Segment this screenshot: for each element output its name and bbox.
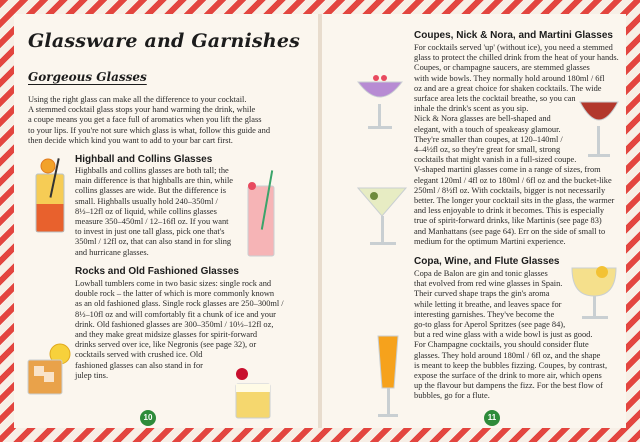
wine-text: Copa de Balon are gin and tonic glasses that evolved from red wine glasses in Spain. Their curved shape traps the gin's aroma while letting it breathe, and leaves space for interesting garnishes. They've become the go-to glass for Aperol Spritzes (see page 84), but a red wine glass with a wide bowl is just as good. For Champagne cocktails, you should consider flute glasses. They hold around 180ml / 6fl oz, and the shape is meant to keep the bubbles fizzing. Coupes, by contrast, expose the surface of the drink to more air, which opens up the flavour but dampens the fizz. For the best flow of bubbles, go for a flute.: [414, 269, 608, 401]
martini-icon: [354, 176, 410, 248]
coupe-cocktail-icon: [352, 68, 408, 132]
champagne-flute-icon: [368, 330, 408, 422]
highball-text: Highballs and collins glasses are both tall; the main difference is that highballs are thin, while collins glasses are wide. But the difference is small. Highballs usually hold 240–350ml / 8½–12fl oz of liquid, while collins glasses measure 350–450ml / 12–16fl oz. If you want to invest in just one tall glass, pick one that's 350ml / 12fl oz, that can also stand in for sling and hurricane glasses.: [75, 166, 233, 257]
collins-cocktail-icon: [240, 170, 280, 260]
highball-heading: Highball and Collins Glasses: [75, 154, 213, 165]
rocks-heading: Rocks and Old Fashioned Glasses: [75, 266, 239, 277]
coupes-text: For cocktails served 'up' (without ice), you need a stemmed glass to protect the chilled drink from the heat of your hands. Coupes, or champagne saucers, are stemmed glasses with wide bowls. They normally hold around 180ml / 6fl oz and are a great choice for shaken cocktails. The wide surface area lets the cocktail breathe, so you can inhale the drink's scent as you sip. Nick & Nora glasses are bell-shaped and elegant, with a touch of speakeasy glamour. They're smaller than coupes, at 120–140ml / 4–4½fl oz, so they're great for small, strong cocktails that might vanish in a full-sized coupe. V-shaped martini glasses come in a range of sizes, from elegant 120ml / 4fl oz to 180ml / 6fl oz and the bucket-like 250ml / 8½fl oz. With cocktails, bigger is not necessarily better. The longer your cocktail sits in the glass, the warmer and less enjoyable to drink it becomes. This is especially true of spirit-forward drinks, like Martinis (see page 83) and Manhattans (see page 64). Err on the side of small to medium for the optimum Martini experience.: [414, 43, 619, 246]
chapter-title: Glassware and Garnishes: [28, 30, 301, 52]
highball-cocktail-icon: [28, 156, 72, 236]
page-number-right: 11: [484, 410, 500, 426]
copa-glass-icon: [566, 250, 622, 322]
whisky-sour-icon: [228, 362, 278, 422]
rocks-text: Lowball tumblers come in two basic sizes: single rock and double rock – the latter of which is more commonly known as an old fashioned glass. Single rock glasses are 250–300ml / 8½–10fl oz and will comfortably fit a chunk of ice and your drink. Old fashioned glasses are 300–350ml / 10½–12fl oz, and they make great midsize glasses for spirit-forward drinks served over ice, like Negronis (see page 32), or cocktails served with crushed ice. Old fashioned glasses can also stand in for julep tins.: [75, 279, 284, 380]
coupes-heading: Coupes, Nick & Nora, and Martini Glasses: [414, 30, 613, 41]
section-title: Gorgeous Glasses: [28, 70, 147, 84]
intro-paragraph: Using the right glass can make all the difference to your cocktail. A stemmed cocktail glass stops your hand warming the drink, while a coupe means you get a face full of aromatics when you lift the glass to your lips. If you're not sure which glass is what, follow this guide and then decide which kind you want to add to your bar cart first.: [28, 95, 271, 145]
rocks-glass-icon: [22, 340, 72, 398]
page-number-left: 10: [140, 410, 156, 426]
nick-nora-icon: [574, 92, 624, 162]
wine-heading: Copa, Wine, and Flute Glasses: [414, 256, 560, 267]
